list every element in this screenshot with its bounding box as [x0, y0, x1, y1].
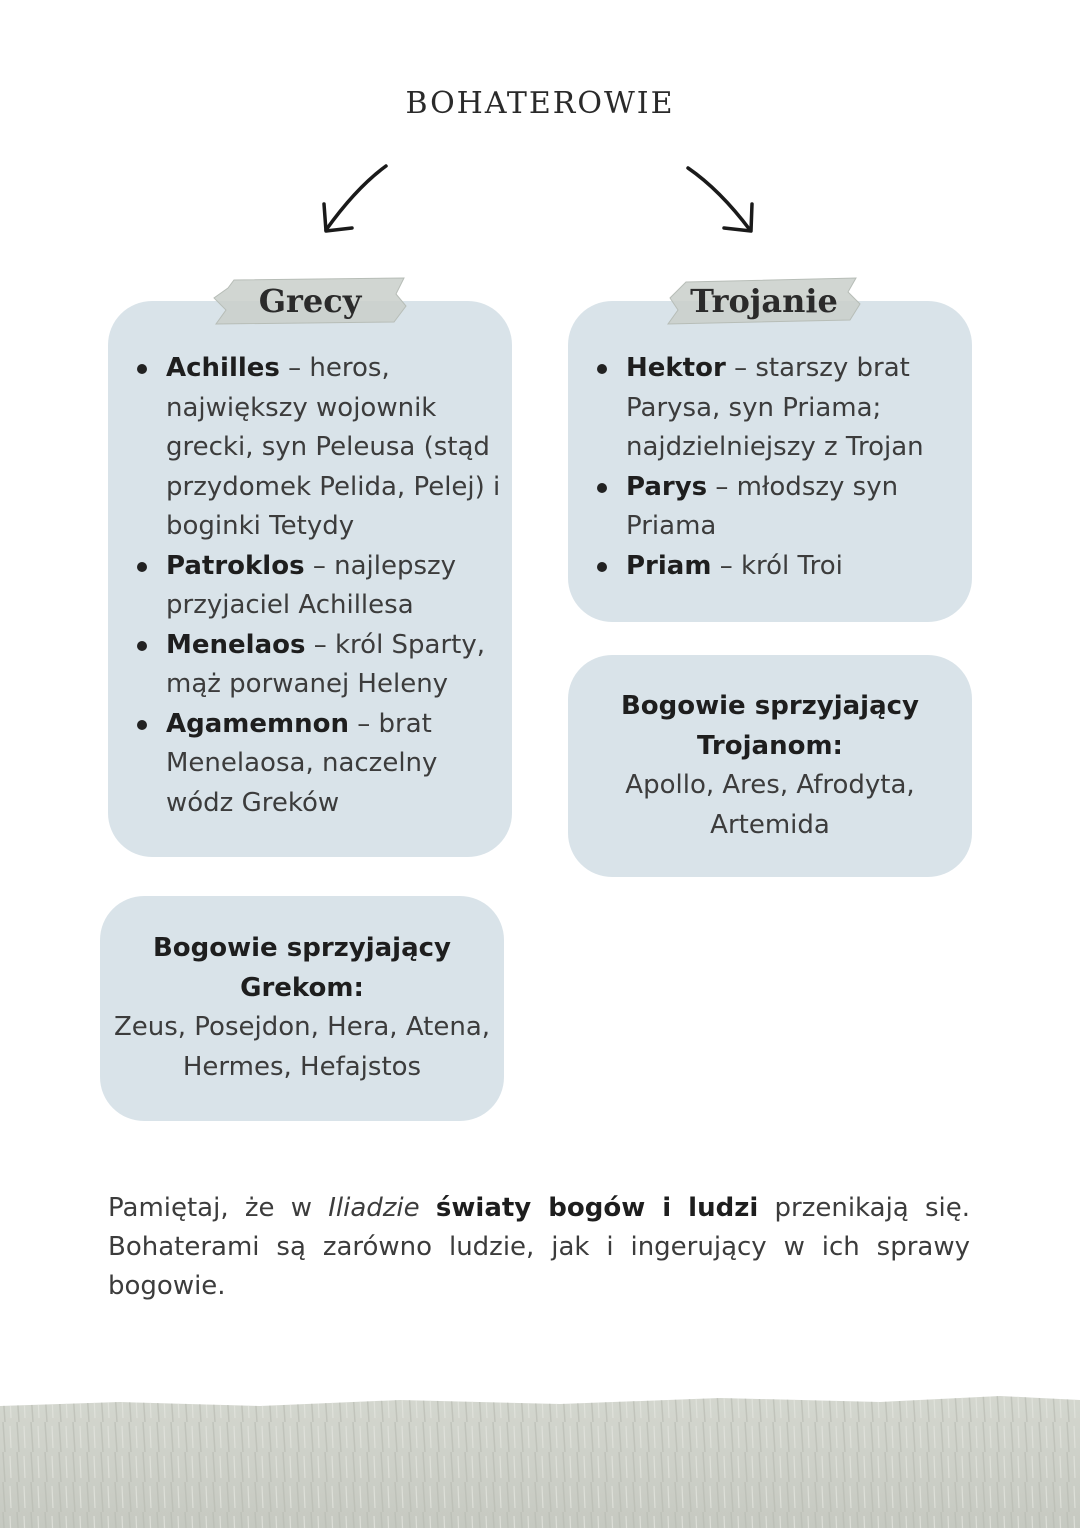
gods-trojans-list-2: Artemida	[710, 809, 830, 840]
gods-trojans-heading: Bogowie sprzyjający	[620, 691, 920, 721]
list-item: Agamemnon – brat Menelaosa, naczelny wódz Greków	[134, 705, 504, 824]
trojans-card	[568, 301, 972, 622]
list-item: Achilles – heros, największy wojownik grecki, syn Peleusa (stąd przydomek Pelida, Pelej) i boginki Tetydy	[134, 349, 504, 547]
gods-greeks-heading-2: Grekom:	[240, 972, 364, 1003]
list-item: Patroklos – najlepszy przyjaciel Achillesa	[134, 547, 504, 626]
note-paragraph: Pamiętaj, że w Iliadzie światy bogów i ludzi przenikają się. Bohaterami są zarówno ludzie, jak i ingerujący w ich sprawy bogowie.	[108, 1193, 970, 1301]
gods-trojans-heading-2: Trojanom:	[697, 730, 843, 761]
list-item: Hektor – starszy brat Parysa, syn Priama; najdzielniejszy z Trojan	[594, 349, 964, 468]
trojans-label	[666, 276, 862, 326]
trojans-label-text: Trojanie	[690, 282, 838, 320]
gods-greeks-heading: Bogowie sprzyjający	[152, 933, 452, 963]
arrow-down-left-icon	[316, 160, 396, 240]
greeks-label-text: Grecy	[258, 282, 362, 320]
list-item: Parys – młodszy syn Priama	[594, 468, 964, 547]
trojans-list	[594, 349, 964, 586]
greeks-label	[212, 276, 408, 326]
gods-greeks-list: Zeus, Posejdon, Hera, Atena,	[113, 1012, 491, 1042]
list-item: Menelaos – król Sparty, mąż porwanej Heleny	[134, 626, 504, 705]
page-title: BOHATEROWIE	[405, 86, 675, 121]
footer-texture	[0, 1392, 1080, 1528]
gods-trojans-list: Apollo, Ares, Afrodyta,	[625, 770, 915, 800]
arrow-down-right-icon	[680, 160, 760, 240]
greeks-list	[134, 349, 504, 823]
gods-trojans-card	[568, 655, 972, 877]
greeks-card	[108, 301, 512, 857]
gods-greeks-card	[100, 896, 504, 1121]
gods-greeks-list-2: Hermes, Hefajstos	[182, 1051, 422, 1082]
list-item: Priam – król Troi	[594, 547, 964, 587]
